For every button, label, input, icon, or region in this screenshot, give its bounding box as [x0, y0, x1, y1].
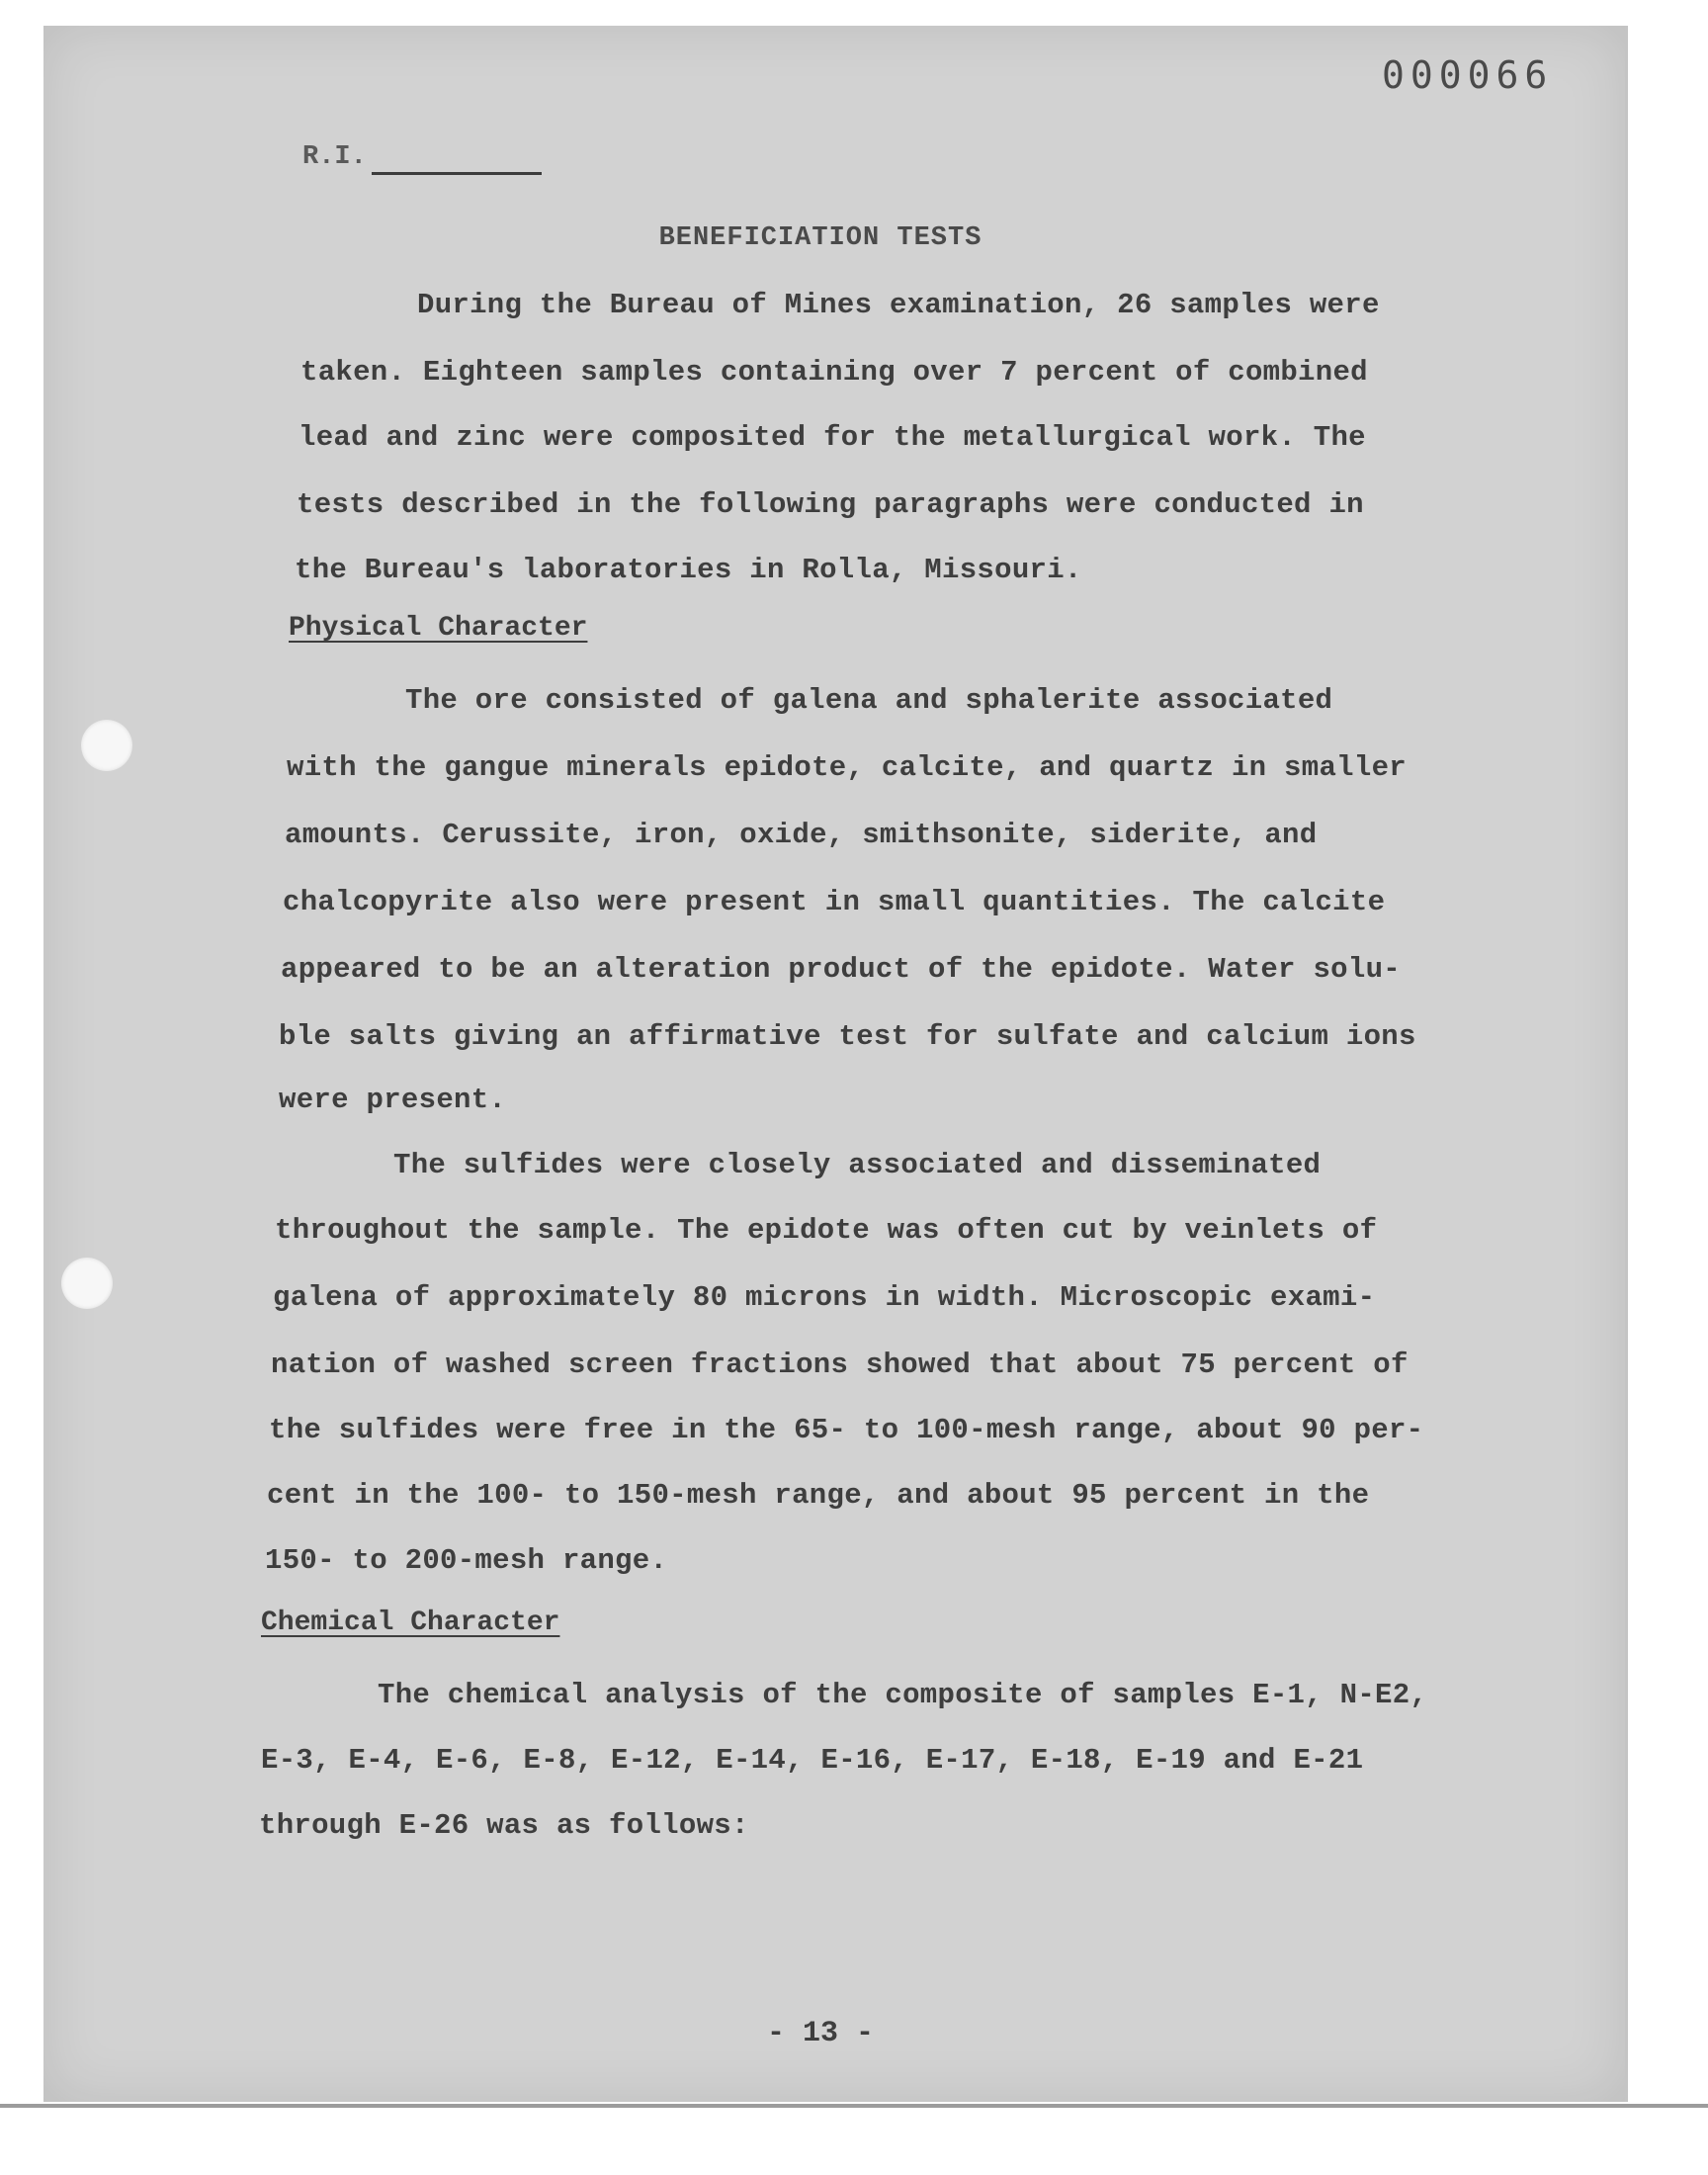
text-line: galena of approximately 80 microns in width. Microscopic exami-	[273, 1281, 1376, 1314]
text-line: nation of washed screen fractions showed that about 75 percent of	[271, 1348, 1409, 1381]
section-heading-physical-character: Physical Character	[289, 613, 588, 644]
page-number: - 13 -	[766, 2017, 875, 2050]
text-line: lead and zinc were composited for the metallurgical work. The	[299, 421, 1366, 454]
text-line: the sulfides were free in the 65- to 100-mesh range, about 90 per-	[269, 1414, 1424, 1446]
text-line: were present.	[279, 1084, 507, 1116]
text-line: The ore consisted of galena and sphalerite associated	[405, 684, 1333, 717]
text-line: through E-26 was as follows:	[259, 1809, 749, 1842]
text-line: with the gangue minerals epidote, calcite, and quartz in smaller	[287, 751, 1407, 784]
report-label: R.I.	[302, 142, 367, 172]
text-line: ble salts giving an affirmative test for sulfate and calcium ions	[279, 1020, 1416, 1053]
text-line: 150- to 200-mesh range.	[265, 1544, 668, 1577]
section-heading-chemical-character: Chemical Character	[261, 1608, 560, 1638]
document-stamp-number: 000066	[1382, 53, 1554, 97]
text-line: appeared to be an alteration product of the epidote. Water solu-	[281, 953, 1401, 986]
text-line: the Bureau's laboratories in Rolla, Missouri.	[295, 554, 1082, 586]
scan-bottom-edge	[0, 2104, 1708, 2108]
text-line: taken. Eighteen samples containing over 7 percent of combined	[300, 356, 1368, 389]
document-page	[43, 26, 1628, 2102]
text-line: During the Bureau of Mines examination, 26 samples were	[417, 289, 1380, 321]
report-number-blank-line	[372, 172, 542, 175]
text-line: amounts. Cerussite, iron, oxide, smithsonite, siderite, and	[285, 819, 1318, 851]
punch-hole	[61, 1258, 113, 1309]
text-line: tests described in the following paragraphs were conducted in	[297, 488, 1364, 521]
text-line: throughout the sample. The epidote was often cut by veinlets of	[275, 1214, 1378, 1247]
text-line: The chemical analysis of the composite of samples E-1, N-E2,	[378, 1679, 1428, 1711]
page-title: BENEFICIATION TESTS	[658, 223, 982, 253]
text-line: chalcopyrite also were present in small quantities. The calcite	[283, 886, 1386, 918]
text-line: cent in the 100- to 150-mesh range, and about 95 percent in the	[267, 1479, 1370, 1512]
text-line: The sulfides were closely associated and disseminated	[393, 1149, 1322, 1181]
text-line: E-3, E-4, E-6, E-8, E-12, E-14, E-16, E-17, E-18, E-19 and E-21	[261, 1744, 1364, 1777]
punch-hole	[81, 720, 132, 771]
